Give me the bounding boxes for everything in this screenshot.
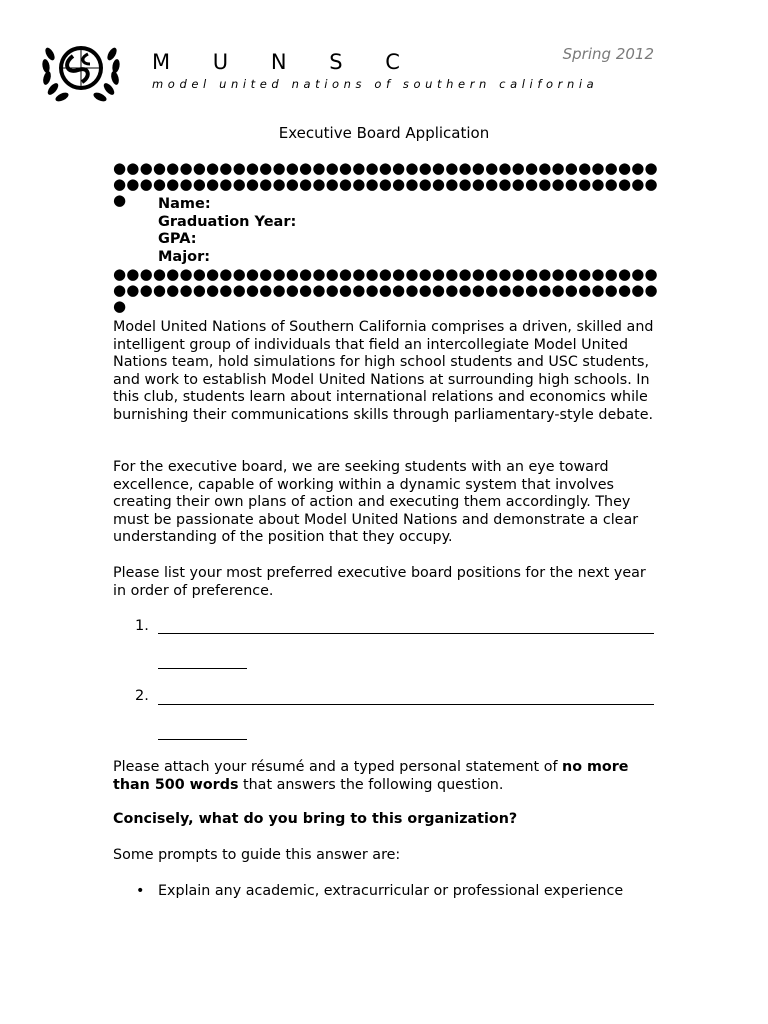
dot-divider-top: ●●●●●●●●●●●●●●●●●●●●●●●●●●●●●●●●●●●●●●●●●●●●●●●●●●●●●●●●●●●●●●●●●●●●●●●●●●●●●●●●●●●: [113, 159, 658, 209]
major-field-label: Major:: [158, 248, 211, 265]
term-label: Spring 2012: [562, 45, 654, 63]
attach-text-pre: Please attach your résumé and a typed personal statement of: [113, 759, 563, 775]
un-emblem-icon: [40, 34, 122, 104]
position-2-line[interactable]: [158, 704, 654, 705]
question-heading: Concisely, what do you bring to this organization?: [113, 811, 518, 827]
list-prompt-paragraph: Please list your most preferred executive board positions for the next year in order of preference.: [113, 565, 646, 599]
intro-paragraph: Model United Nations of Southern California comprises a driven, skilled and intelligent group of individuals that field an intercollegiate Model United Nations team, hold simulations for high school students and USC students, and work to establish Model United Nations at surrounding high schools. In this club, students learn about international relations and economics while burnishing their communications skills through parliamentary-style debate.: [113, 319, 654, 423]
position-2-line-cont[interactable]: [158, 739, 247, 740]
list-number-1: 1.: [135, 618, 149, 634]
seeking-paragraph: For the executive board, we are seeking students with an eye toward excellence, capable of working within a dynamic system that involves creating their own plans of action and executing them accordingly. They must be passionate about Model United Nations and demonstrate a clear understanding of the position that they occupy.: [113, 459, 639, 546]
name-field-label: Name:: [158, 196, 211, 212]
dot-divider-bottom: ●●●●●●●●●●●●●●●●●●●●●●●●●●●●●●●●●●●●●●●●●●●●●●●●●●●●●●●●●●●●●●●●●●●●●●●●●●●●●●●●●●●: [113, 265, 658, 315]
applicant-fields: [158, 196, 296, 266]
position-1-line-cont[interactable]: [158, 668, 247, 669]
attach-word-limit: no more than 500 words: [113, 759, 629, 793]
position-1-line[interactable]: [158, 633, 654, 634]
prompts-intro: Some prompts to guide this answer are:: [113, 847, 401, 863]
graduation-year-field-label: Graduation Year:: [158, 213, 297, 230]
bullet-item: [136, 883, 623, 899]
bullet-icon: •: [136, 883, 145, 899]
attach-text-post: that answers the following question.: [238, 776, 504, 793]
attach-paragraph: [113, 759, 658, 794]
bullet-text: Explain any academic, extracurricular or professional experience: [158, 883, 624, 899]
org-full-name: model united nations of southern california: [152, 77, 599, 91]
document-title: Executive Board Application: [278, 124, 490, 142]
org-name: M U N S C: [152, 50, 418, 74]
list-number-2: 2.: [135, 688, 149, 704]
gpa-field-label: GPA:: [158, 231, 197, 247]
